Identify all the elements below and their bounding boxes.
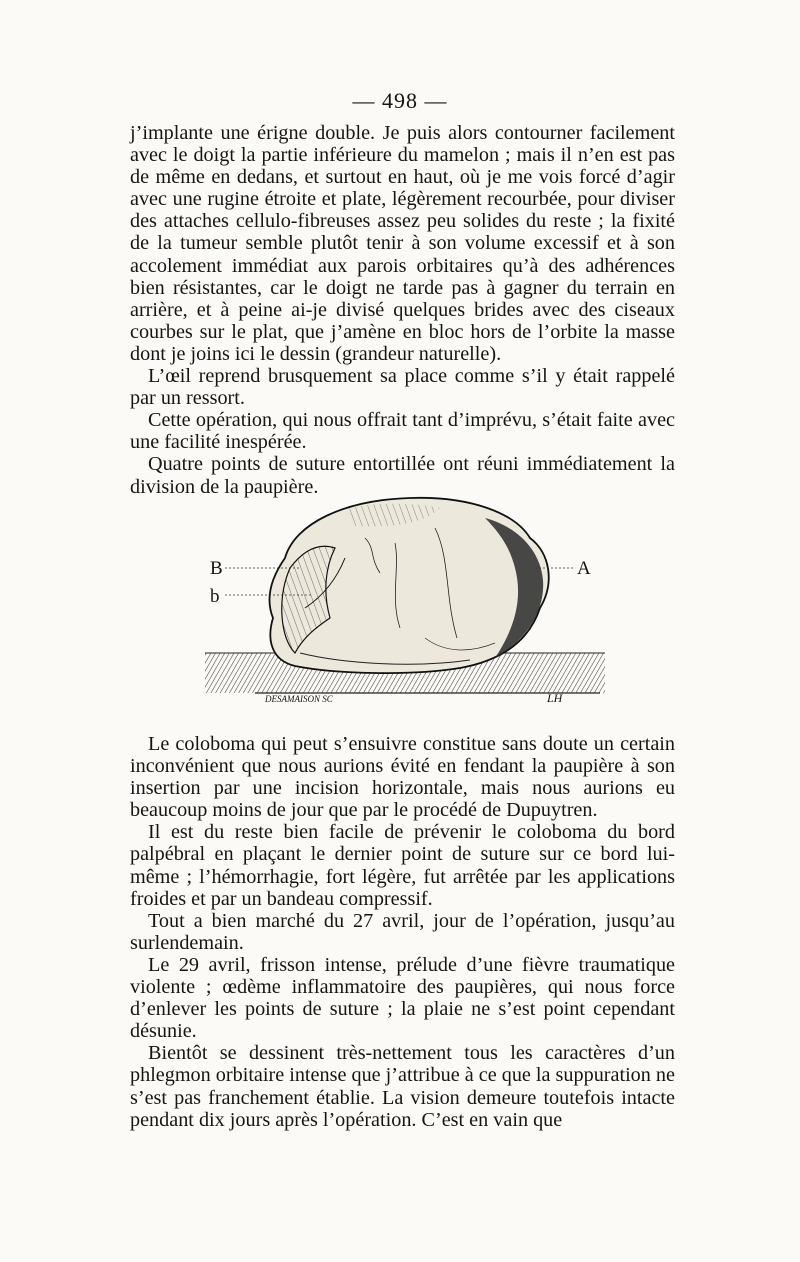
paragraph: Tout a bien marché du 27 avril, jour de l’opération, jusqu’au surlendemain. <box>130 909 675 954</box>
paragraph: Le coloboma qui peut s’ensuivre constitue sans doute un certain inconvénient que nous aurions évité en fendant la paupière à son insertion par une incision horizontale, mais nous aurions eu beaucoup moins de jour que par le procédé de Dupuytren. <box>130 733 675 822</box>
paragraph: Il est du reste bien facile de prévenir le coloboma du bord palpébral en plaçant le dernier point de suture sur ce bord lui-même ; l’hémorrhagie, fort légère, fut arrêtée par les applications froides et par un bandeau compressif. <box>130 821 675 910</box>
text-block-bottom <box>130 733 675 1131</box>
paragraph: Cette opération, qui nous offrait tant d’imprévu, s’était faite avec une facilité inespérée. <box>130 409 675 454</box>
tumor-mass <box>269 498 548 673</box>
text-block-top <box>130 122 675 498</box>
page-number: — 498 — <box>352 88 448 113</box>
paragraph: Quatre points de suture entortillée ont réuni immédiatement la division de la paupière. <box>130 453 675 498</box>
engraver-signature: LH <box>547 691 563 705</box>
paragraph: L’œil reprend brusquement sa place comme s’il y était rappelé par un ressort. <box>130 365 675 410</box>
paragraph: Bientôt se dessinent très-nettement tous les caractères d’un phlegmon orbitaire intense que j’attribue à ce que la suppuration ne s’est pas franchement établie. La vision demeure toutefois intacte pendant dix jours après l’opération. C’est en vain que <box>130 1042 675 1131</box>
paragraph: Le 29 avril, frisson intense, prélude d’une fièvre traumatique violente ; œdème inflammatoire des paupières, qui nous force d’enlever les points de suture ; la plaie ne s’est point cependant désunie. <box>130 953 675 1043</box>
paragraph: j’implante une érigne double. Je puis alors contourner facilement avec le doigt la partie inférieure du mamelon ; mais il n’en est pas de même en dedans, et surtout en haut, où je me vois forcé d’agir avec une rugine étroite et plate, légèrement recourbée, pour diviser des attaches cellulo-fibreuses assez peu solides du reste ; la fixité de la tumeur semble plutôt tenir à son volume excessif et à son accolement immédiat aux parois orbitaires qu’à des adhérences bien résistantes, car le doigt ne tarde pas à gagner du terrain en arrière, et à peine ai-je divisé quelques brides avec des ciseaux courbes sur le plat, que j’amène en bloc hors de l’orbite la masse dont je joins ici le dessin (grandeur naturelle). <box>130 122 675 365</box>
label-b-upper: B <box>210 558 223 579</box>
tumor-illustration <box>195 488 615 710</box>
tumor-engraving <box>195 488 615 710</box>
label-a: A <box>577 558 591 579</box>
label-b-lower: b <box>210 586 220 607</box>
engraver-credit: DESAMAISON SC <box>265 694 333 704</box>
